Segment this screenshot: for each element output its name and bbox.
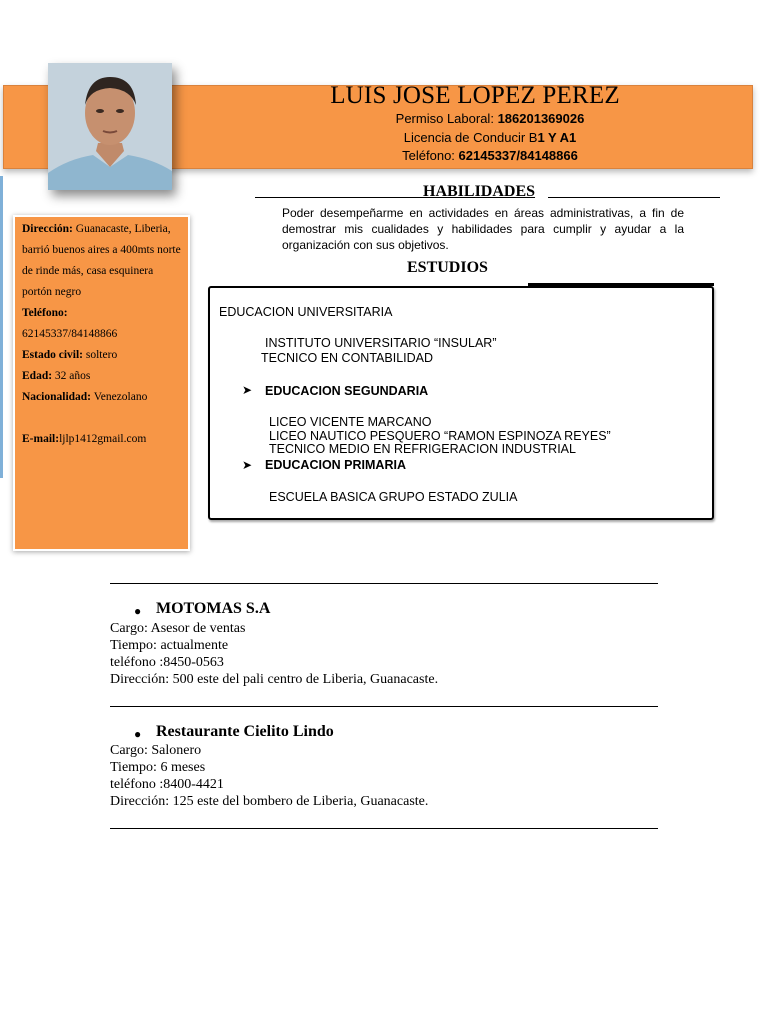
direccion-item xyxy=(22,219,184,303)
profile-photo xyxy=(48,63,172,190)
nacionalidad-label: Nacionalidad: xyxy=(22,391,92,403)
job-cargo: Cargo: Asesor de ventas xyxy=(110,621,246,636)
telefono-value: 62145337/84148866 xyxy=(458,148,578,163)
job-tiempo: Tiempo: 6 meses xyxy=(110,760,206,775)
section-divider xyxy=(110,828,658,829)
habilidades-text: Poder desempeñarme en actividades en áreas administrativas, a fin de demostrar mis cualidades y habilidades para cumplir y ayudar a la organización con sus objetivos. xyxy=(282,206,684,252)
estado-civil-item xyxy=(22,345,184,366)
segundaria-heading: EDUCACION SEGUNDARIA xyxy=(265,384,429,398)
direccion-label: Dirección: xyxy=(22,223,73,235)
job-company: Restaurante Cielito Lindo xyxy=(156,723,334,740)
habilidades-rule-right xyxy=(548,197,720,198)
edad-item xyxy=(22,366,184,387)
permiso-laboral xyxy=(340,111,640,126)
section-divider xyxy=(110,706,658,707)
person-portrait-icon xyxy=(48,63,172,190)
job-direccion: Dirección: 500 este del pali centro de Liberia, Guanacaste. xyxy=(110,672,439,687)
estudios-box xyxy=(208,286,714,520)
arrow-bullet-icon: ➤ xyxy=(242,383,253,397)
direccion-value: Guanacaste, Liberia, barrió buenos aires a 400mts norte de rinde más, casa esquinera portón negro xyxy=(22,223,181,298)
estudios-heading: ESTUDIOS xyxy=(407,259,488,276)
side-telefono-label: Teléfono: xyxy=(22,307,68,319)
nacionalidad-item xyxy=(22,387,184,408)
job-direccion: Dirección: 125 este del bombero de Liberia, Guanacaste. xyxy=(110,794,429,809)
email-label: E-mail: xyxy=(22,433,60,445)
segundaria-line: LICEO NAUTICO PESQUERO “RAMON ESPINOZA REYES” xyxy=(269,429,611,443)
candidate-name: LUIS JOSE LOPEZ PEREZ xyxy=(330,82,620,109)
header-telefono xyxy=(340,148,640,163)
edad-value: 32 años xyxy=(54,370,91,382)
job-cargo: Cargo: Salonero xyxy=(110,743,202,758)
side-telefono-value: 62145337/84148866 xyxy=(22,328,118,340)
job-telefono: teléfono :8450-0563 xyxy=(110,655,224,670)
job-telefono: teléfono :8400-4421 xyxy=(110,777,224,792)
permiso-value: 186201369026 xyxy=(497,111,585,126)
contact-details xyxy=(22,219,184,450)
permiso-label: Permiso Laboral: xyxy=(395,111,494,126)
bullet-icon: ● xyxy=(134,604,142,618)
telefono-label: Teléfono: xyxy=(402,148,455,163)
section-divider xyxy=(110,583,658,584)
habilidades-rule-left xyxy=(255,197,423,198)
left-edge-bar xyxy=(0,176,3,478)
edad-label: Edad: xyxy=(22,370,53,382)
licencia-value: 1 Y A1 xyxy=(537,130,577,145)
nacionalidad-value: Venezolano xyxy=(93,391,148,403)
primaria-heading: EDUCACION PRIMARIA xyxy=(265,458,406,472)
primaria-line: ESCUELA BASICA GRUPO ESTADO ZULIA xyxy=(269,490,518,504)
segundaria-line: TECNICO MEDIO EN REFRIGERACION INDUSTRIAL xyxy=(269,442,576,456)
email-value: ljlp1412gmail.com xyxy=(59,433,147,445)
licencia-conducir xyxy=(340,130,640,145)
segundaria-line: LICEO VICENTE MARCANO xyxy=(269,415,432,429)
bullet-icon: ● xyxy=(134,727,142,741)
universitaria-line: TECNICO EN CONTABILIDAD xyxy=(261,351,434,365)
job-company: MOTOMAS S.A xyxy=(156,600,271,617)
universitaria-heading: EDUCACION UNIVERSITARIA xyxy=(219,305,393,319)
job-tiempo: Tiempo: actualmente xyxy=(110,638,229,653)
estado-value: soltero xyxy=(85,349,118,361)
licencia-label: Licencia de Conducir B xyxy=(403,130,538,145)
email-item xyxy=(22,429,184,450)
estado-label: Estado civil: xyxy=(22,349,84,361)
arrow-bullet-icon: ➤ xyxy=(242,458,253,472)
habilidades-heading: HABILIDADES xyxy=(423,183,536,200)
universitaria-line: INSTITUTO UNIVERSITARIO “INSULAR” xyxy=(265,336,497,350)
